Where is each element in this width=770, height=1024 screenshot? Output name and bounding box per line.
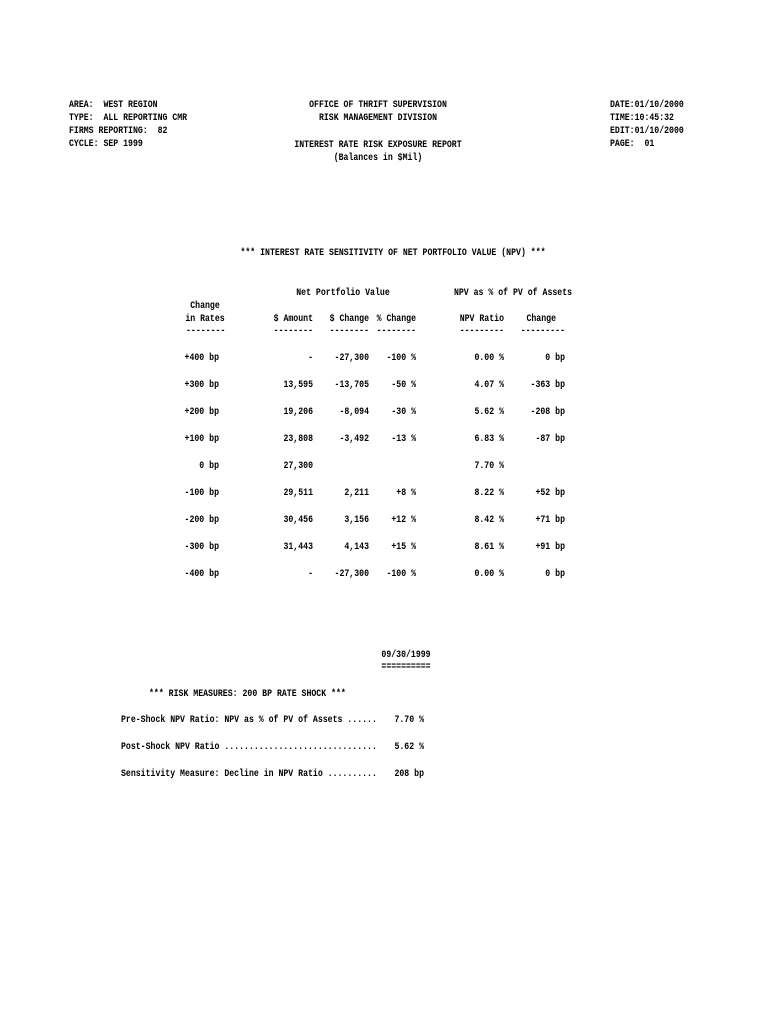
group-header-ratio: NPV as % of PV of Assets [453, 288, 573, 299]
col-header-change-line1: Change [190, 301, 220, 312]
report-title: INTEREST RATE RISK EXPOSURE REPORT [294, 140, 462, 151]
risk-measures-title: *** RISK MEASURES: 200 BP RATE SHOCK *** [149, 689, 346, 700]
row-pchange: -100 % [386, 353, 416, 364]
row-pchange: +15 % [391, 542, 416, 553]
measure-value: 5.62 % [394, 742, 424, 753]
header-page: PAGE: 01 [610, 139, 655, 150]
measure-label: Sensitivity Measure: Decline in NPV Ratio .......... [121, 769, 377, 780]
row-pchange: -50 % [391, 380, 416, 391]
row-rate: +200 bp [184, 407, 219, 418]
row-rate: -400 bp [184, 569, 219, 580]
row-pchange: -13 % [391, 434, 416, 445]
group-header-npv: Net Portfolio Value [296, 288, 390, 299]
row-rchange: -208 bp [530, 407, 565, 418]
col-underline-pchange: -------- [376, 326, 416, 337]
header-edit: EDIT:01/10/2000 [610, 126, 684, 137]
sensitivity-title: *** INTEREST RATE SENSITIVITY OF NET PORTFOLIO VALUE (NPV) *** [240, 248, 546, 259]
row-rchange: 0 bp [545, 353, 565, 364]
row-amount: 19,206 [283, 407, 313, 418]
header-agency: OFFICE OF THRIFT SUPERVISION [309, 100, 447, 111]
row-rchange: -87 bp [535, 434, 565, 445]
header-area: AREA: WEST REGION [69, 100, 158, 111]
row-rate: +400 bp [184, 353, 219, 364]
row-rate: -300 bp [184, 542, 219, 553]
row-dchange: -27,300 [334, 569, 369, 580]
row-pchange: +12 % [391, 515, 416, 526]
row-rate: -200 bp [184, 515, 219, 526]
col-underline-ratio: --------- [459, 326, 504, 337]
header-division: RISK MANAGEMENT DIVISION [318, 113, 438, 124]
col-header-change-line2: in Rates [185, 314, 225, 325]
row-rchange: 0 bp [545, 569, 565, 580]
row-rate: +100 bp [184, 434, 219, 445]
col-header-dchange: $ Change [329, 314, 369, 325]
row-rchange: +71 bp [535, 515, 565, 526]
col-underline-rchange: --------- [520, 326, 565, 337]
col-underline-change: -------- [186, 326, 226, 337]
row-amount: 31,443 [283, 542, 313, 553]
col-header-rchange: Change [526, 314, 556, 325]
row-ratio: 0.00 % [474, 353, 504, 364]
row-dchange: 4,143 [344, 542, 369, 553]
col-underline-amount: -------- [273, 326, 313, 337]
measure-label: Pre-Shock NPV Ratio: NPV as % of PV of Assets ...... [121, 715, 377, 726]
row-ratio: 4.07 % [474, 380, 504, 391]
row-dchange: -27,300 [334, 353, 369, 364]
report-subtitle: (Balances in $Mil) [333, 153, 423, 164]
header-firms: FIRMS REPORTING: 82 [69, 126, 168, 137]
header-type: TYPE: ALL REPORTING CMR [69, 113, 188, 124]
row-ratio: 0.00 % [474, 569, 504, 580]
header-time: TIME:10:45:32 [610, 113, 674, 124]
row-dchange: -3,492 [339, 434, 369, 445]
col-header-ratio: NPV Ratio [459, 314, 504, 325]
col-header-pchange: % Change [376, 314, 416, 325]
row-rchange: +91 bp [535, 542, 565, 553]
row-amount: 30,456 [283, 515, 313, 526]
row-amount: 29,511 [283, 488, 313, 499]
header-date: DATE:01/10/2000 [610, 100, 684, 111]
header-cycle: CYCLE: SEP 1999 [69, 139, 143, 150]
measure-value: 208 bp [394, 769, 424, 780]
row-ratio: 7.70 % [474, 461, 504, 472]
measure-label: Post-Shock NPV Ratio ............................... [121, 742, 377, 753]
row-amount: 13,595 [283, 380, 313, 391]
row-rate: +300 bp [184, 380, 219, 391]
measure-value: 7.70 % [394, 715, 424, 726]
row-dchange: -13,705 [334, 380, 369, 391]
row-rate: 0 bp [199, 461, 219, 472]
row-ratio: 8.42 % [474, 515, 504, 526]
row-amount: - [308, 569, 313, 580]
row-amount: - [308, 353, 313, 364]
row-dchange: -8,094 [339, 407, 369, 418]
row-dchange: 2,211 [344, 488, 369, 499]
risk-date: 09/30/1999 [381, 650, 431, 661]
row-dchange: 3,156 [344, 515, 369, 526]
row-rate: -100 bp [184, 488, 219, 499]
row-pchange: +8 % [396, 488, 416, 499]
row-amount: 27,300 [283, 461, 313, 472]
col-header-amount: $ Amount [273, 314, 313, 325]
risk-date-underline: ========== [381, 662, 431, 673]
col-underline-dchange: -------- [329, 326, 369, 337]
row-rchange: -363 bp [530, 380, 565, 391]
row-ratio: 8.61 % [474, 542, 504, 553]
row-pchange: -30 % [391, 407, 416, 418]
row-pchange: -100 % [386, 569, 416, 580]
row-rchange: +52 bp [535, 488, 565, 499]
row-ratio: 6.83 % [474, 434, 504, 445]
row-ratio: 5.62 % [474, 407, 504, 418]
row-amount: 23,808 [283, 434, 313, 445]
row-ratio: 8.22 % [474, 488, 504, 499]
